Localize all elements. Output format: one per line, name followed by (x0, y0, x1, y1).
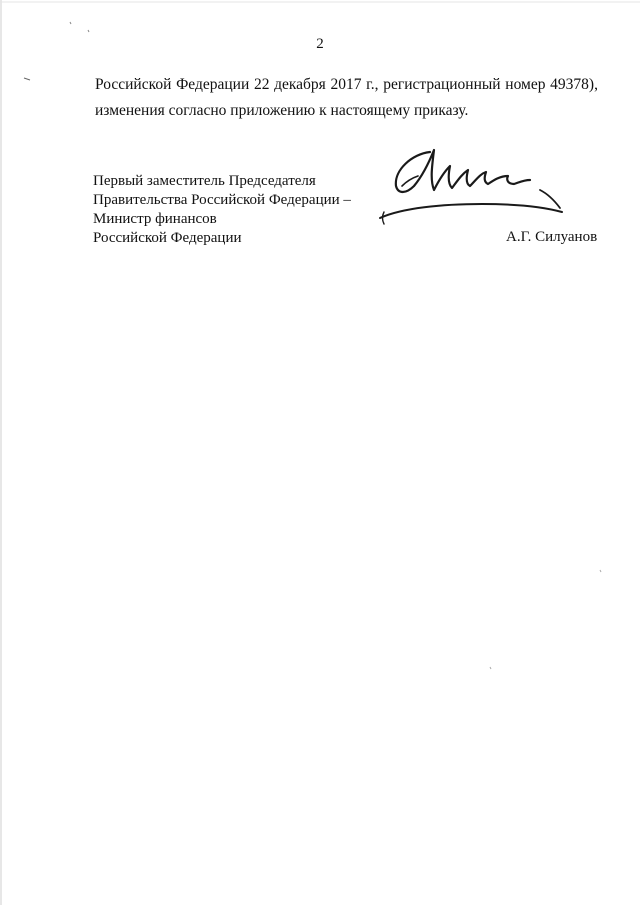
body-word: 49378), (550, 76, 598, 93)
signatory-position-line: Первый заместитель Председателя (93, 173, 316, 189)
signatory-position-line: Российской Федерации (93, 230, 242, 246)
body-word: Российской (95, 76, 172, 93)
page-number: 2 (316, 36, 324, 52)
signatory-position-line: Министр финансов (93, 211, 217, 227)
body-word: 22 (253, 76, 270, 93)
body-word: г., (366, 76, 379, 93)
handwritten-signature (372, 142, 572, 232)
signatory-position (93, 172, 351, 248)
body-word: номер (505, 76, 546, 93)
body-word: регистрационный (383, 76, 501, 93)
body-word: 2017 (330, 76, 362, 93)
signatory-position-line: Правительства Российской Федерации – (93, 192, 351, 208)
body-word: декабря (274, 76, 326, 93)
signer-name: А.Г. Силуанов (506, 229, 598, 245)
body-text-line-2: изменения согласно приложению к настоящему приказу. (95, 102, 469, 119)
body-text-line-1 (95, 72, 598, 98)
body-word: Федерации (176, 76, 250, 93)
